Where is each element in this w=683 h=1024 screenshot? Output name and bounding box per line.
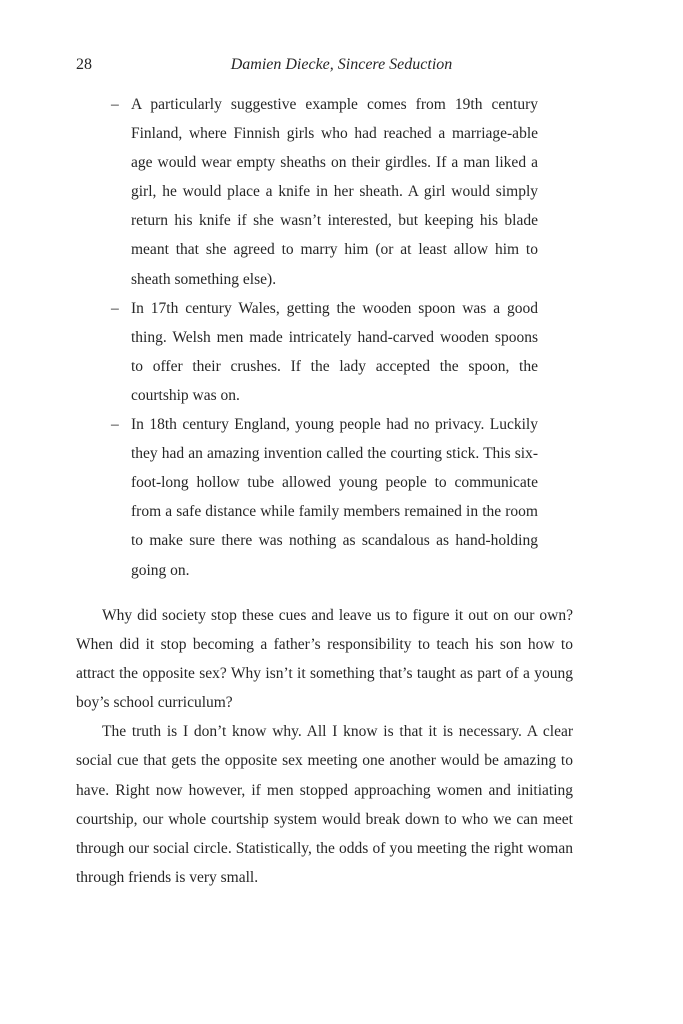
page-header	[76, 54, 607, 76]
paragraph-why-society: Why did society stop these cues and leave us to figure it out on our own? When did it stop becoming a father’s responsibility to teach his son how to attract the opposite sex? Why isn’t it something that’s taught as part of a young boy’s school curriculum?	[76, 607, 573, 712]
list-dash: –	[111, 96, 119, 113]
list-dash: –	[111, 416, 119, 434]
paragraph-truth: The truth is I don’t know why. All I know is that it is necessary. A clear social cue that gets the opposite sex meeting one another would be amazing to have. Right now however, if men stopped approaching women and initiating courtship, our whole courtship system would break down to who we can meet through our social circle. Statistically, the odds of you meeting the right woman through friends is very small.	[76, 723, 573, 886]
list-item-wales	[108, 294, 538, 410]
list-item-text: A particularly suggestive example comes from 19th century Finland, where Finnish girls who had reached a marriage-able age would wear empty sheaths on their girdles. If a man liked a girl, he would place a knife in her sheath. A girl would simply return his knife if she wasn’t interested, but keeping his blade meant that she agreed to marry him (or at least allow him to sheath something else).	[131, 96, 538, 288]
list-dash: –	[111, 299, 119, 317]
example-list	[108, 90, 538, 585]
list-item-text: In 18th century England, young people had no privacy. Luckily they had an amazing invention called the courting stick. This six-foot-long hollow tube allowed young people to communicate from a safe distance while family members remained in the room to make sure there was nothing as scandalous as hand-holding going on.	[131, 416, 538, 579]
body-text	[76, 601, 573, 892]
list-item-finland	[108, 90, 538, 294]
list-item-text: In 17th century Wales, getting the wooden spoon was a good thing. Welsh men made intricately hand-carved wooden spoons to offer their crushes. If the lady accepted the spoon, the courtship was on.	[131, 299, 538, 404]
page-number: 28	[76, 56, 92, 73]
running-title: Damien Diecke, Sincere Seduction	[230, 56, 453, 73]
list-item-england	[108, 410, 538, 585]
